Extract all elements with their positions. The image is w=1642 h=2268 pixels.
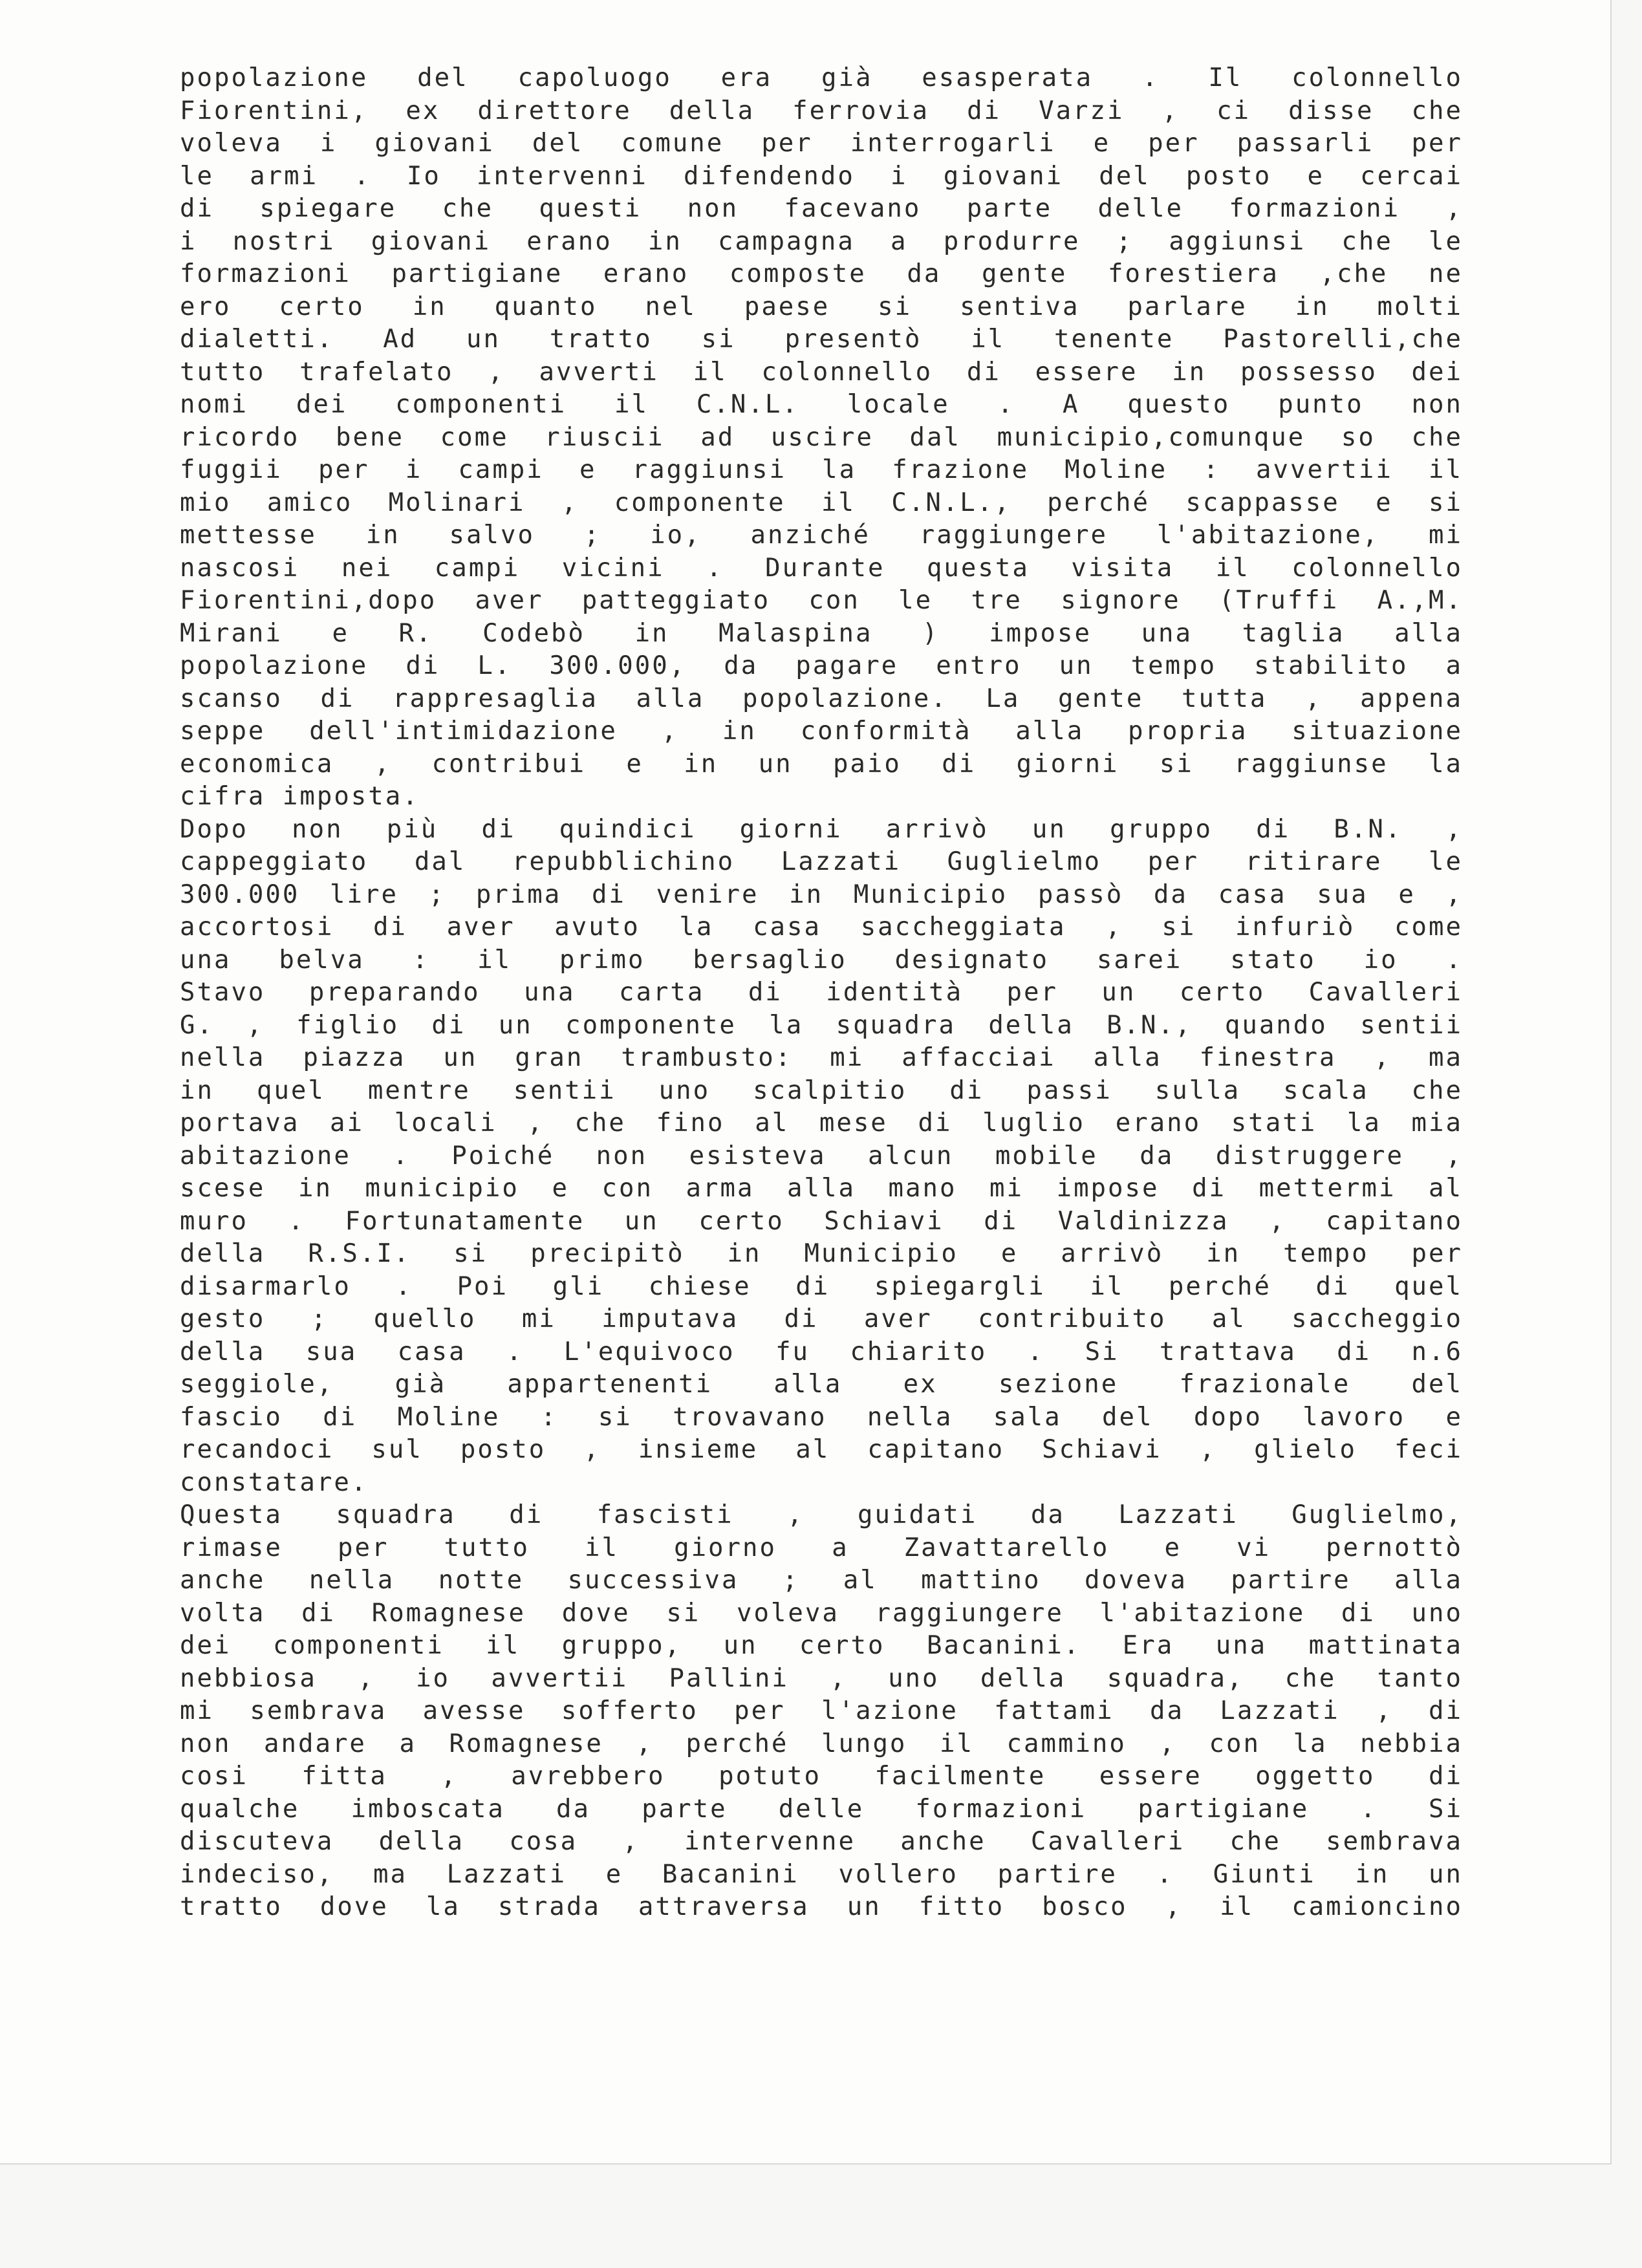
text-line: gesto ; quello mi imputava di aver contribuito al saccheggio bbox=[180, 1304, 1463, 1334]
text-line: nebbiosa , io avvertii Pallini , uno della squadra, che tanto bbox=[180, 1663, 1463, 1693]
text-line: tratto dove la strada attraversa un fitto bosco , il camioncino bbox=[180, 1892, 1463, 1921]
text-line: popolazione del capoluogo era già esasperata . Il colonnello bbox=[180, 63, 1463, 92]
text-line: mi sembrava avesse sofferto per l'azione fattami da Lazzati , di bbox=[180, 1696, 1463, 1725]
text-line: recandoci sul posto , insieme al capitano Schiavi , glielo feci bbox=[180, 1435, 1463, 1464]
text-line: volta di Romagnese dove si voleva raggiungere l'abitazione di uno bbox=[180, 1598, 1463, 1628]
text-line: Fiorentini, ex direttore della ferrovia di Varzi , ci disse che bbox=[180, 96, 1463, 125]
text-line: qualche imboscata da parte delle formazioni partigiane . Si bbox=[180, 1794, 1463, 1824]
text-line: fascio di Moline : si trovavano nella sala del dopo lavoro e bbox=[180, 1402, 1463, 1432]
text-line: ero certo in quanto nel paese si sentiva parlare in molti bbox=[180, 292, 1463, 321]
text-line: una belva : il primo bersaglio designato sarei stato io . bbox=[180, 945, 1463, 975]
text-line: nomi dei componenti il C.N.L. locale . A questo punto non bbox=[180, 390, 1463, 419]
text-line: le armi . Io intervenni difendendo i giovani del posto e cercai bbox=[180, 161, 1463, 191]
text-line: voleva i giovani del comune per interrogarli e per passarli per bbox=[180, 129, 1463, 158]
text-line: dei componenti il gruppo, un certo Bacanini. Era una mattinata bbox=[180, 1631, 1463, 1660]
text-line: tutto trafelato , avverti il colonnello di essere in possesso dei bbox=[180, 357, 1463, 387]
text-line: formazioni partigiane erano composte da gente forestiera ,che ne bbox=[180, 259, 1463, 288]
text-line: seppe dell'intimidazione , in conformità alla propria situazione bbox=[180, 717, 1463, 746]
text-line: seggiole, già appartenenti alla ex sezione frazionale del bbox=[180, 1370, 1463, 1399]
text-line: mio amico Molinari , componente il C.N.L., perché scappasse e si bbox=[180, 488, 1463, 517]
text-line: nella piazza un gran trambusto: mi affacciai alla finestra , ma bbox=[180, 1043, 1463, 1072]
text-line: accortosi di aver avuto la casa saccheggiata , si infuriò come bbox=[180, 913, 1463, 942]
text-line: scese in municipio e con arma alla mano mi impose di mettermi al bbox=[180, 1174, 1463, 1203]
text-line: Mirani e R. Codebò in Malaspina ) impose una taglia alla bbox=[180, 618, 1463, 648]
text-line: in quel mentre sentii uno scalpitio di passi sulla scala che bbox=[180, 1075, 1463, 1105]
text-line: scanso di rappresaglia alla popolazione. La gente tutta , appena bbox=[180, 684, 1463, 713]
text-line: cosi fitta , avrebbero potuto facilmente essere oggetto di bbox=[180, 1762, 1463, 1791]
text-line: della sua casa . L'equivoco fu chiarito . Si trattava di n.6 bbox=[180, 1337, 1463, 1366]
text-line: della R.S.I. si precipitò in Municipio e arrivò in tempo per bbox=[180, 1239, 1463, 1268]
text-line: popolazione di L. 300.000, da pagare entro un tempo stabilito a bbox=[180, 651, 1463, 680]
text-line: cifra imposta. bbox=[180, 782, 420, 811]
text-line: mettesse in salvo ; io, anziché raggiungere l'abitazione, mi bbox=[180, 521, 1463, 550]
text-line: G. , figlio di un componente la squadra della B.N., quando sentii bbox=[180, 1010, 1463, 1040]
text-line: 300.000 lire ; prima di venire in Municipio passò da casa sua e , bbox=[180, 880, 1463, 909]
text-line: muro . Fortunatamente un certo Schiavi di Valdinizza , capitano bbox=[180, 1206, 1463, 1236]
text-line: abitazione . Poiché non esisteva alcun mobile da distruggere , bbox=[180, 1141, 1463, 1171]
text-line: Fiorentini,dopo aver patteggiato con le tre signore (Truffi A.,M. bbox=[180, 586, 1463, 615]
text-line: indeciso, ma Lazzati e Bacanini vollero partire . Giunti in un bbox=[180, 1859, 1463, 1889]
text-line: economica , contribui e in un paio di giorni si raggiunse la bbox=[180, 749, 1463, 779]
text-line: disarmarlo . Poi gli chiese di spiegargli il perché di quel bbox=[180, 1271, 1463, 1301]
text-line: discuteva della cosa , intervenne anche Cavalleri che sembrava bbox=[180, 1827, 1463, 1856]
text-line: rimase per tutto il giorno a Zavattarello e vi pernottò bbox=[180, 1533, 1463, 1562]
text-line: constatare. bbox=[180, 1467, 369, 1497]
text-line: cappeggiato dal repubblichino Lazzati Guglielmo per ritirare le bbox=[180, 847, 1463, 876]
text-line: Questa squadra di fascisti , guidati da Lazzati Guglielmo, bbox=[180, 1500, 1463, 1529]
text-line: dialetti. Ad un tratto si presentò il tenente Pastorelli,che bbox=[180, 325, 1463, 354]
text-line: portava ai locali , che fino al mese di luglio erano stati la mia bbox=[180, 1108, 1463, 1138]
text-line: Dopo non più di quindici giorni arrivò un gruppo di B.N. , bbox=[180, 814, 1463, 844]
text-line: ricordo bene come riuscii ad uscire dal municipio,comunque so che bbox=[180, 422, 1463, 452]
text-line: non andare a Romagnese , perché lungo il cammino , con la nebbia bbox=[180, 1729, 1463, 1758]
text-line: i nostri giovani erano in campagna a produrre ; aggiunsi che le bbox=[180, 226, 1463, 256]
text-line: nascosi nei campi vicini . Durante questa visita il colonnello bbox=[180, 553, 1463, 583]
text-line: anche nella notte successiva ; al mattino doveva partire alla bbox=[180, 1566, 1463, 1595]
text-line: di spiegare che questi non facevano parte delle formazioni , bbox=[180, 194, 1463, 223]
text-line: fuggii per i campi e raggiunsi la frazione Moline : avvertii il bbox=[180, 455, 1463, 484]
text-line: Stavo preparando una carta di identità per un certo Cavalleri bbox=[180, 978, 1463, 1007]
typed-text-block bbox=[180, 62, 1463, 1924]
